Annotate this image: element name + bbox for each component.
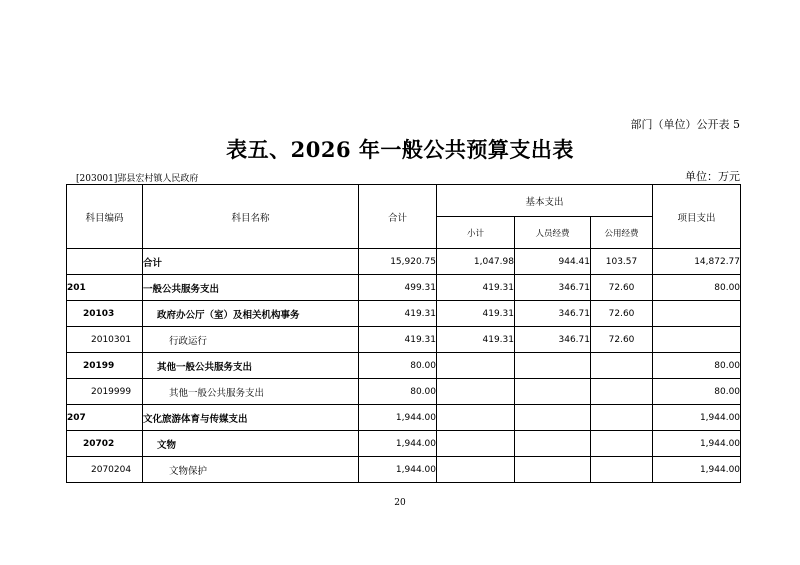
row-name: 政府办公厅（室）及相关机构事务 [143, 301, 359, 327]
row-subtotal: 1,047.98 [437, 249, 515, 275]
row-name: 文物 [143, 431, 359, 457]
row-total: 15,920.75 [359, 249, 437, 275]
row-code: 2070204 [67, 457, 143, 483]
row-subtotal [437, 457, 515, 483]
table-row [67, 327, 741, 353]
row-total: 1,944.00 [359, 405, 437, 431]
table-row [67, 457, 741, 483]
budget-expenditure-table [66, 184, 741, 483]
row-name: 其他一般公共服务支出 [143, 379, 359, 405]
row-name: 合计 [143, 249, 359, 275]
row-personnel [515, 353, 591, 379]
row-public [591, 457, 653, 483]
table-row [67, 379, 741, 405]
page-number: 20 [394, 498, 406, 508]
row-total: 419.31 [359, 301, 437, 327]
row-personnel [515, 431, 591, 457]
table-row [67, 431, 741, 457]
row-code [67, 249, 143, 275]
header-personnel: 人员经费 [515, 217, 591, 249]
row-name: 其他一般公共服务支出 [143, 353, 359, 379]
row-project: 1,944.00 [653, 457, 741, 483]
row-code: 2019999 [67, 379, 143, 405]
page-title: 表五、2026 年一般公共预算支出表 [226, 137, 574, 162]
row-total: 499.31 [359, 275, 437, 301]
row-code: 20103 [67, 301, 143, 327]
row-subtotal [437, 431, 515, 457]
row-code: 2010301 [67, 327, 143, 353]
row-name: 行政运行 [143, 327, 359, 353]
header-name: 科目名称 [143, 185, 359, 249]
row-personnel [515, 379, 591, 405]
table-row [67, 301, 741, 327]
row-project: 14,872.77 [653, 249, 741, 275]
row-subtotal [437, 405, 515, 431]
row-total: 419.31 [359, 327, 437, 353]
unit-label: 单位：万元 [685, 170, 740, 183]
table-row [67, 405, 741, 431]
header-project-expenditure: 项目支出 [653, 185, 741, 249]
row-personnel: 944.41 [515, 249, 591, 275]
row-total: 80.00 [359, 353, 437, 379]
row-code: 201 [67, 275, 143, 301]
row-code: 20702 [67, 431, 143, 457]
row-code: 207 [67, 405, 143, 431]
table-row [67, 353, 741, 379]
header-code: 科目编码 [67, 185, 143, 249]
row-personnel: 346.71 [515, 327, 591, 353]
row-code: 20199 [67, 353, 143, 379]
row-total: 80.00 [359, 379, 437, 405]
row-personnel [515, 457, 591, 483]
row-public [591, 353, 653, 379]
row-public [591, 431, 653, 457]
row-project: 80.00 [653, 379, 741, 405]
row-project [653, 301, 741, 327]
row-public [591, 379, 653, 405]
table-number-label: 部门（单位）公开表 5 [630, 118, 740, 131]
row-name: 一般公共服务支出 [143, 275, 359, 301]
header-basic-expenditure: 基本支出 [437, 185, 653, 217]
row-public: 72.60 [591, 275, 653, 301]
row-personnel [515, 405, 591, 431]
row-subtotal: 419.31 [437, 301, 515, 327]
row-public [591, 405, 653, 431]
row-subtotal: 419.31 [437, 327, 515, 353]
header-total: 合计 [359, 185, 437, 249]
row-total: 1,944.00 [359, 431, 437, 457]
row-total: 1,944.00 [359, 457, 437, 483]
row-personnel: 346.71 [515, 275, 591, 301]
row-name: 文物保护 [143, 457, 359, 483]
table-row [67, 275, 741, 301]
row-subtotal [437, 353, 515, 379]
row-public: 72.60 [591, 301, 653, 327]
row-project: 80.00 [653, 353, 741, 379]
row-personnel: 346.71 [515, 301, 591, 327]
organization-label: [203001]郢县宏村镇人民政府 [76, 174, 199, 184]
row-project: 80.00 [653, 275, 741, 301]
row-project: 1,944.00 [653, 431, 741, 457]
table-row [67, 249, 741, 275]
row-name: 文化旅游体育与传媒支出 [143, 405, 359, 431]
header-public: 公用经费 [591, 217, 653, 249]
row-project [653, 327, 741, 353]
row-public: 103.57 [591, 249, 653, 275]
row-subtotal: 419.31 [437, 275, 515, 301]
row-subtotal [437, 379, 515, 405]
row-project: 1,944.00 [653, 405, 741, 431]
header-subtotal: 小计 [437, 217, 515, 249]
row-public: 72.60 [591, 327, 653, 353]
